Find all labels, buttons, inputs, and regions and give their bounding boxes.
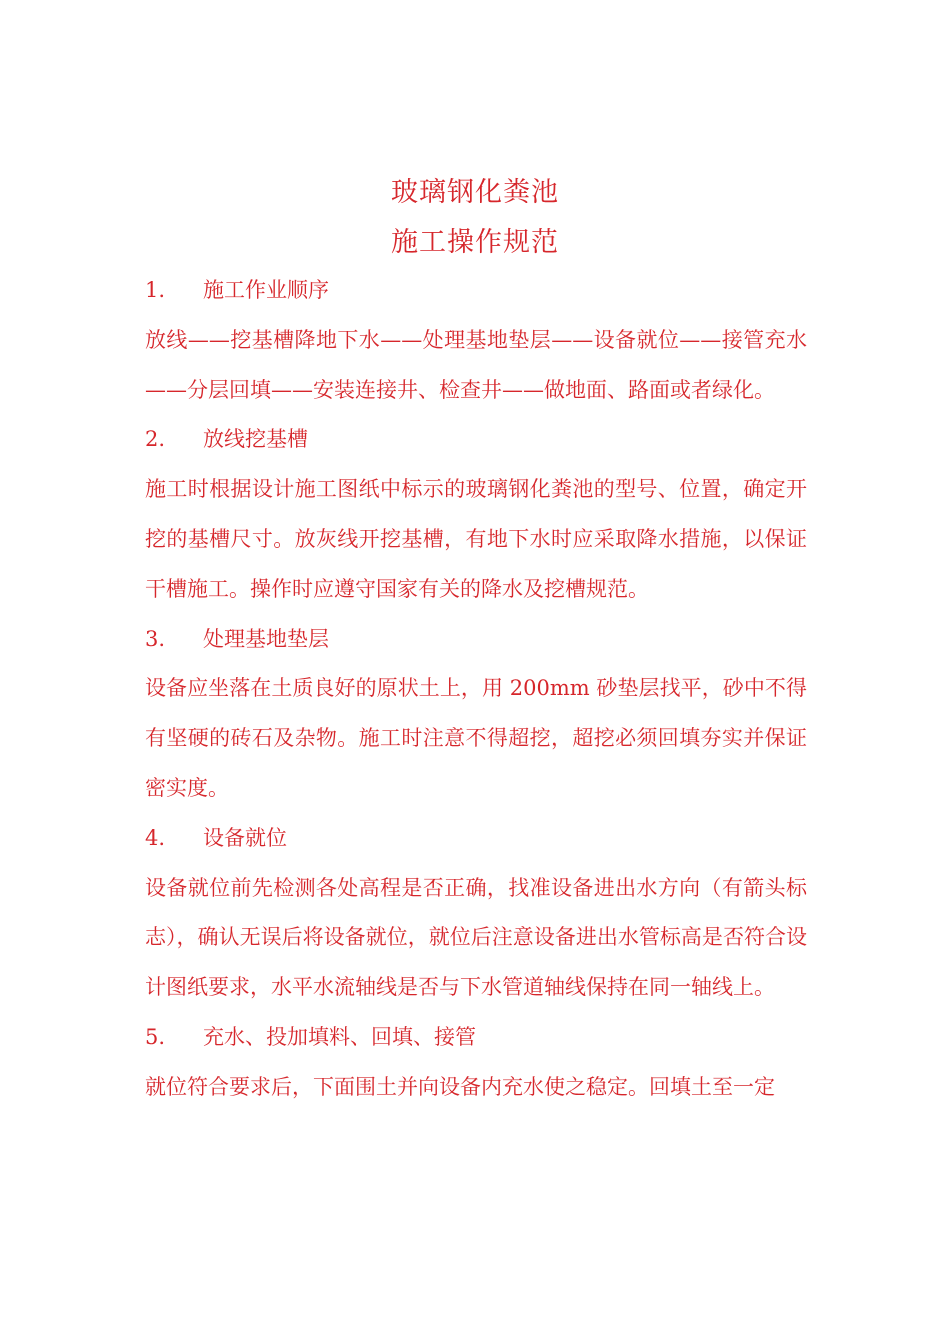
section-2 [145, 415, 807, 614]
section-heading-text: 放线挖基槽 [203, 427, 308, 452]
section-heading-text: 设备就位 [203, 825, 287, 850]
section-heading [145, 1013, 807, 1063]
section-paragraph: 就位符合要求后，下面围土并向设备内充水使之稳定。回填土至一定 [145, 1074, 775, 1099]
section-number: 3. [145, 626, 166, 651]
section-paragraph: 放线——挖基槽降地下水——处理基地垫层——设备就位——接管充水——分层回填——安装连接井、检查井——做地面、路面或者绿化。 [145, 327, 807, 402]
section-heading-text: 处理基地垫层 [203, 626, 329, 651]
title-line-2: 施工操作规范 [391, 227, 559, 258]
document-title [0, 168, 950, 268]
section-number: 1. [145, 278, 166, 302]
section-4 [145, 814, 807, 1013]
section-heading-text: 施工作业顺序 [203, 278, 329, 302]
document-body [145, 266, 807, 1113]
section-number: 5. [145, 1024, 166, 1049]
section-5 [145, 1013, 807, 1113]
section-paragraph: 施工时根据设计施工图纸中标示的玻璃钢化粪池的型号、位置，确定开挖的基槽尺寸。放灰线开挖基槽，有地下水时应采取降水措施，以保证干槽施工。操作时应遵守国家有关的降水及挖槽规范。 [145, 477, 807, 601]
section-heading [145, 615, 807, 665]
section-paragraph: 设备就位前先检测各处高程是否正确，找准设备进出水方向（有箭头标志），确认无误后将设备就位，就位后注意设备进出水管标高是否符合设计图纸要求，水平水流轴线是否与下水管道轴线保持在同一轴线上。 [145, 875, 807, 1000]
section-number: 2. [145, 427, 166, 452]
section-heading-text: 充水、投加填料、回填、接管 [203, 1024, 476, 1049]
section-1 [145, 266, 807, 415]
section-heading [145, 814, 807, 864]
section-paragraph: 设备应坐落在土质良好的原状土上，用 200mm 砂垫层找平，砂中不得有坚硬的砖石及杂物。施工时注意不得超挖，超挖必须回填夯实并保证密实度。 [145, 676, 807, 800]
title-line-1: 玻璃钢化粪池 [391, 177, 559, 208]
section-number: 4. [145, 825, 166, 850]
section-heading [145, 266, 807, 316]
section-heading [145, 415, 807, 465]
section-3 [145, 615, 807, 814]
